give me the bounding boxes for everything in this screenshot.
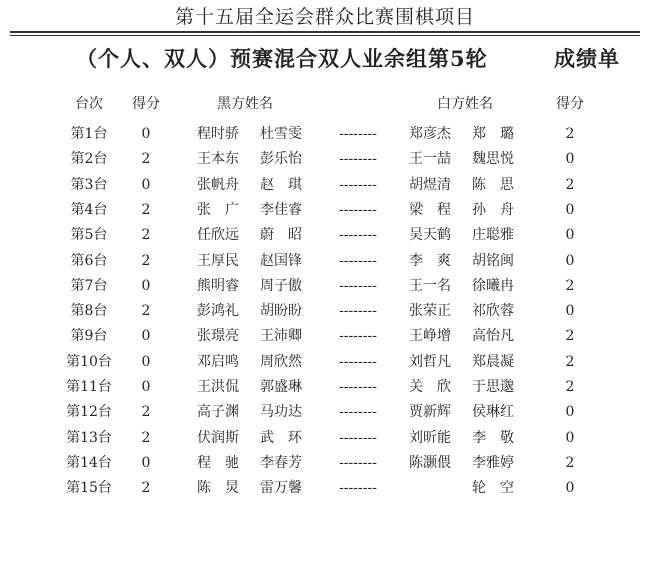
board-cell: 第3台 [70,177,108,193]
black-player-1-cell: 程时骄 [197,126,239,142]
event-title: 第十五届全运会群众比赛围棋项目 [174,6,475,28]
black-player-2-cell: 郭盛琳 [260,379,302,395]
black-player-1-cell: 张帆舟 [197,177,239,193]
black-score-cell: 2 [141,253,151,269]
white-score-cell: 2 [565,278,575,294]
versus-separator: -------- [339,303,377,319]
black-score-cell: 2 [141,430,151,446]
black-player-1-cell: 张 广 [197,202,239,218]
versus-separator: -------- [339,278,377,294]
black-score-cell: 2 [141,227,151,243]
white-score-cell: 0 [565,303,575,319]
white-score-cell: 2 [565,328,575,344]
white-player-2-cell: 祁欣蓉 [472,303,514,319]
white-player-2-cell: 高怡凡 [472,328,514,344]
white-player-2-cell: 庄聪雅 [472,227,514,243]
white-player-1-cell: 王一名 [409,278,451,294]
black-player-2-cell: 蔚 昭 [260,227,302,243]
versus-separator: -------- [339,379,377,395]
versus-separator: -------- [339,404,377,420]
board-cell: 第2台 [70,151,108,167]
versus-separator: -------- [339,227,377,243]
black-score-cell: 0 [141,354,151,370]
board-cell: 第7台 [70,278,108,294]
round-subtitle: （个人、双人）预赛混合双人业余组第5轮 [76,46,488,71]
white-score-cell: 2 [565,455,575,471]
header-white-names: 白方姓名 [437,96,493,112]
white-player-1-cell: 梁 程 [409,202,451,218]
white-score-cell: 0 [565,404,575,420]
versus-separator: -------- [339,126,377,142]
white-player-2-cell: 侯琳红 [472,404,514,420]
black-player-1-cell: 任欣远 [197,227,239,243]
white-player-1-cell: 贾新辉 [409,404,451,420]
black-player-1-cell: 王厚民 [197,253,239,269]
white-player-1-cell: 李 爽 [409,253,451,269]
versus-separator: -------- [339,202,377,218]
white-player-2-cell: 魏思悦 [472,151,514,167]
white-player-1-cell: 陈灏偎 [409,455,451,471]
versus-separator: -------- [339,354,377,370]
black-player-1-cell: 邓启鸣 [197,354,239,370]
black-score-cell: 2 [141,202,151,218]
white-player-2-cell: 孙 舟 [472,202,514,218]
white-score-cell: 0 [565,227,575,243]
white-player-1-cell: 胡煜清 [409,177,451,193]
white-score-cell: 2 [565,126,575,142]
white-player-1-cell: 刘昕能 [409,430,451,446]
white-score-cell: 0 [565,480,575,496]
black-score-cell: 0 [141,455,151,471]
black-player-2-cell: 王沛卿 [260,328,302,344]
black-score-cell: 2 [141,151,151,167]
black-score-cell: 2 [141,303,151,319]
black-score-cell: 0 [141,278,151,294]
white-player-1-cell: 王一喆 [409,151,451,167]
board-cell: 第9台 [70,328,108,344]
white-player-1-cell: 刘哲凡 [409,354,451,370]
black-score-cell: 2 [141,404,151,420]
black-player-1-cell: 张璟亮 [197,328,239,344]
white-score-cell: 2 [565,177,575,193]
black-player-2-cell: 杜雪雯 [260,126,302,142]
white-player-2-cell: 于思邈 [472,379,514,395]
board-cell: 第8台 [70,303,108,319]
black-player-2-cell: 马功达 [260,404,302,420]
black-player-1-cell: 熊明睿 [197,278,239,294]
black-score-cell: 2 [141,480,151,496]
black-player-1-cell: 王洪侃 [197,379,239,395]
black-score-cell: 0 [141,126,151,142]
white-player-1-cell: 吴天鹤 [409,227,451,243]
white-player-2-cell: 陈 思 [472,177,514,193]
black-player-2-cell: 赵国锋 [260,253,302,269]
versus-separator: -------- [339,177,377,193]
white-player-1-cell: 郑彦杰 [409,126,451,142]
black-player-1-cell: 陈 炅 [197,480,239,496]
black-player-2-cell: 周欣然 [260,354,302,370]
versus-separator: -------- [339,480,377,496]
black-player-2-cell: 周子傲 [260,278,302,294]
black-player-1-cell: 程 驰 [197,455,239,471]
black-score-cell: 0 [141,177,151,193]
board-cell: 第13台 [66,430,112,446]
board-cell: 第12台 [66,404,112,420]
versus-separator: -------- [339,253,377,269]
board-cell: 第14台 [66,455,112,471]
black-score-cell: 0 [141,379,151,395]
versus-separator: -------- [339,455,377,471]
black-player-1-cell: 高子渊 [197,404,239,420]
versus-separator: -------- [339,430,377,446]
black-player-2-cell: 李佳睿 [260,202,302,218]
black-player-2-cell: 雷万馨 [260,480,302,496]
header-divider-thick [10,31,640,33]
black-player-2-cell: 李春芳 [260,455,302,471]
black-score-cell: 0 [141,328,151,344]
board-cell: 第10台 [66,354,112,370]
white-player-2-cell: 郑 璐 [472,126,514,142]
white-player-2-cell: 李雅婷 [472,455,514,471]
board-cell: 第5台 [70,227,108,243]
versus-separator: -------- [339,328,377,344]
board-cell: 第11台 [66,379,112,395]
header-black-score: 得分 [132,96,160,112]
black-player-1-cell: 伏润斯 [197,430,239,446]
white-player-1-cell: 王峥增 [409,328,451,344]
header-black-names: 黑方姓名 [217,96,273,112]
black-player-2-cell: 赵 琪 [260,177,302,193]
header-divider-thin [10,35,640,36]
versus-separator: -------- [339,151,377,167]
document-type-label: 成绩单 [554,46,620,71]
white-player-2-cell: 轮 空 [472,480,514,496]
white-score-cell: 0 [565,202,575,218]
white-player-1-cell: 关 欣 [409,379,451,395]
black-player-2-cell: 胡盼盼 [260,303,302,319]
white-score-cell: 0 [565,430,575,446]
board-cell: 第4台 [70,202,108,218]
white-player-1-cell: 张荣正 [409,303,451,319]
white-score-cell: 0 [565,253,575,269]
black-player-2-cell: 彭乐怡 [260,151,302,167]
white-score-cell: 2 [565,379,575,395]
black-player-1-cell: 彭鸿礼 [197,303,239,319]
white-player-2-cell: 郑晨凝 [472,354,514,370]
white-player-2-cell: 胡铭闽 [472,253,514,269]
black-player-1-cell: 王本东 [197,151,239,167]
header-white-score: 得分 [556,96,584,112]
board-cell: 第15台 [66,480,112,496]
white-player-2-cell: 徐曦冉 [472,278,514,294]
white-score-cell: 0 [565,151,575,167]
white-player-2-cell: 李 敬 [472,430,514,446]
white-score-cell: 2 [565,354,575,370]
header-board: 台次 [75,96,103,112]
board-cell: 第6台 [70,253,108,269]
board-cell: 第1台 [70,126,108,142]
black-player-2-cell: 武 环 [260,430,302,446]
